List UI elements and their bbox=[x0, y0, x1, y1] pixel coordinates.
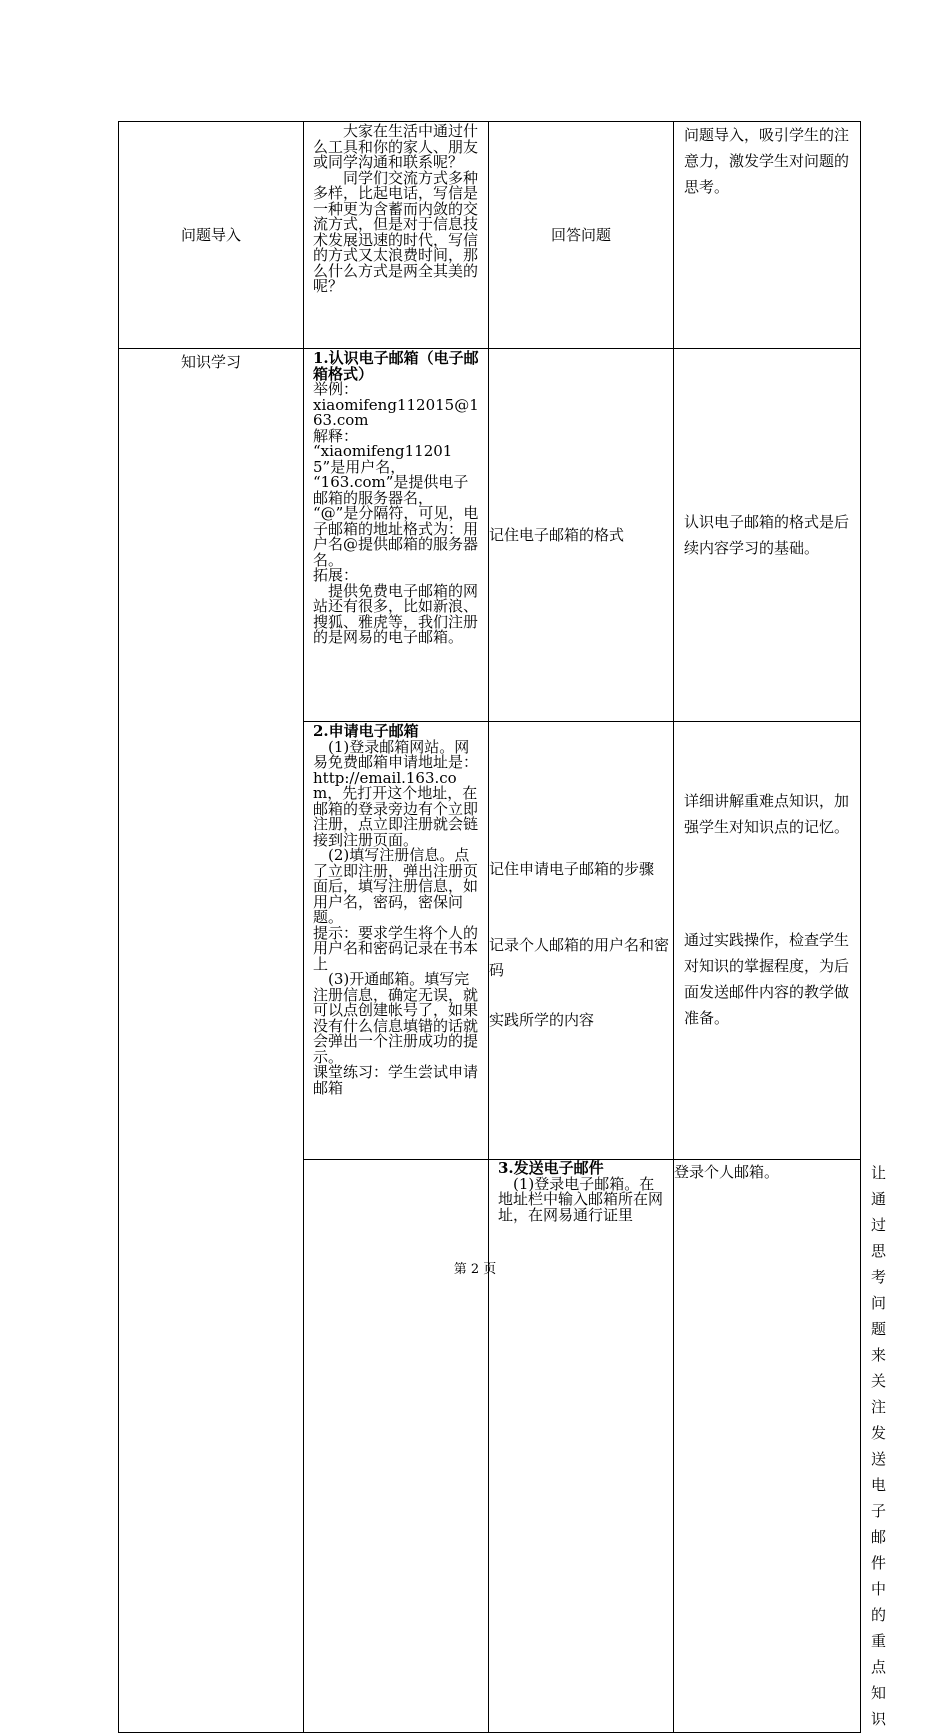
content-line: “163.com”是提供电子邮箱的服务器名， bbox=[313, 473, 469, 507]
content-line: 提示：要求学生将个人的用户名和密码记录在书本上 bbox=[313, 923, 479, 973]
content-line: (1)登录邮箱网站。网易免费邮箱申请地址是：http://email.163.com，先打开这个地址，在邮箱的登录旁边有个立即注册，点立即注册就会链接到注册页面。 bbox=[313, 737, 479, 849]
design-intent: 让通过思考问题来关注发送电子邮件中的重点知识 bbox=[871, 1164, 887, 1728]
stage-label: 知识学习 bbox=[180, 353, 241, 371]
content-line: 课堂练习：学生尝试申请邮箱 bbox=[313, 1063, 479, 1097]
content-cell bbox=[304, 349, 489, 722]
student-activity: 记住申请电子邮箱的步骤 bbox=[489, 860, 655, 878]
student-activity-cell bbox=[674, 1160, 861, 1733]
stage-cell bbox=[119, 122, 304, 349]
student-activity: 记住电子邮箱的格式 bbox=[489, 525, 625, 544]
section-title: 1.认识电子邮箱（电子邮箱格式） bbox=[313, 349, 479, 383]
stage-cell bbox=[119, 349, 304, 1733]
student-activity: 记录个人邮箱的用户名和密码 bbox=[489, 936, 670, 979]
student-activity-cell bbox=[489, 722, 674, 1160]
stage-label: 问题导入 bbox=[180, 226, 241, 244]
content-paragraph: 大家在生活中通过什么工具和你的家人、朋友或同学沟通和联系呢？ bbox=[313, 122, 479, 171]
design-intent: 通过实践操作，检查学生对知识的掌握程度，为后面发送邮件内容的教学做准备。 bbox=[684, 931, 850, 1027]
page-number: 第 2 页 bbox=[453, 1262, 497, 1277]
content-paragraph: 同学们交流方式多种多样，比起电话，写信是一种更为含蓄而内敛的交流方式，但是对于信息技术发展迅速的时代，写信的方式又太浪费时间，那么什么方式是两全其美的呢？ bbox=[313, 168, 479, 295]
student-activity: 回答问题 bbox=[550, 225, 611, 244]
content-line: 提供免费电子邮箱的网站还有很多，比如新浪、搜狐、雅虎等，我们注册的是网易的电子邮箱。 bbox=[313, 581, 479, 646]
content-cell bbox=[304, 722, 489, 1160]
design-intent-cell bbox=[674, 722, 861, 1160]
design-intent: 问题导入，吸引学生的注意力，激发学生对问题的思考。 bbox=[684, 126, 850, 196]
content-line: “@”是分隔符，可见，电子邮箱的地址格式为：用户名@提供邮箱的服务器名。 bbox=[313, 504, 479, 569]
content-line: 拓展： bbox=[313, 566, 359, 584]
content-line: (2)填写注册信息。点了立即注册，弹出注册页面后，填写注册信息，如用户名，密码，密保问题。 bbox=[313, 846, 479, 926]
content-line: 举例： bbox=[313, 380, 359, 398]
content-line: (1)登录电子邮箱。在地址栏中输入邮箱所在网址，在网易通行证里 bbox=[498, 1174, 664, 1224]
content-cell bbox=[304, 122, 489, 349]
student-activity: 实践所学的内容 bbox=[489, 1011, 595, 1029]
table-row bbox=[119, 349, 861, 722]
lesson-plan-table bbox=[118, 121, 887, 1733]
student-activity: 登录个人邮箱。 bbox=[674, 1163, 780, 1181]
content-line: 解释： bbox=[313, 426, 359, 445]
table-row bbox=[119, 122, 861, 349]
stage-cell bbox=[304, 1160, 489, 1733]
design-intent: 详细讲解重难点知识，加强学生对知识点的记忆。 bbox=[684, 792, 850, 836]
content-line: “xiaomifeng112015”是用户名， bbox=[313, 442, 453, 476]
section-title: 3.发送电子邮件 bbox=[498, 1159, 604, 1177]
design-intent-cell bbox=[674, 122, 861, 349]
section-title: 2.申请电子邮箱 bbox=[313, 722, 419, 740]
content-line: (3)开通邮箱。填写完注册信息，确定无误，就可以点创建帐号了，如果没有什么信息填错的话就会弹出一个注册成功的提示。 bbox=[313, 970, 479, 1066]
content-line: xiaomifeng112015@163.com bbox=[313, 395, 479, 429]
student-activity-cell bbox=[489, 122, 674, 349]
design-intent: 认识电子邮箱的格式是后续内容学习的基础。 bbox=[684, 513, 850, 557]
design-intent-cell bbox=[674, 349, 861, 722]
student-activity-cell bbox=[489, 349, 674, 722]
content-cell bbox=[489, 1160, 674, 1733]
